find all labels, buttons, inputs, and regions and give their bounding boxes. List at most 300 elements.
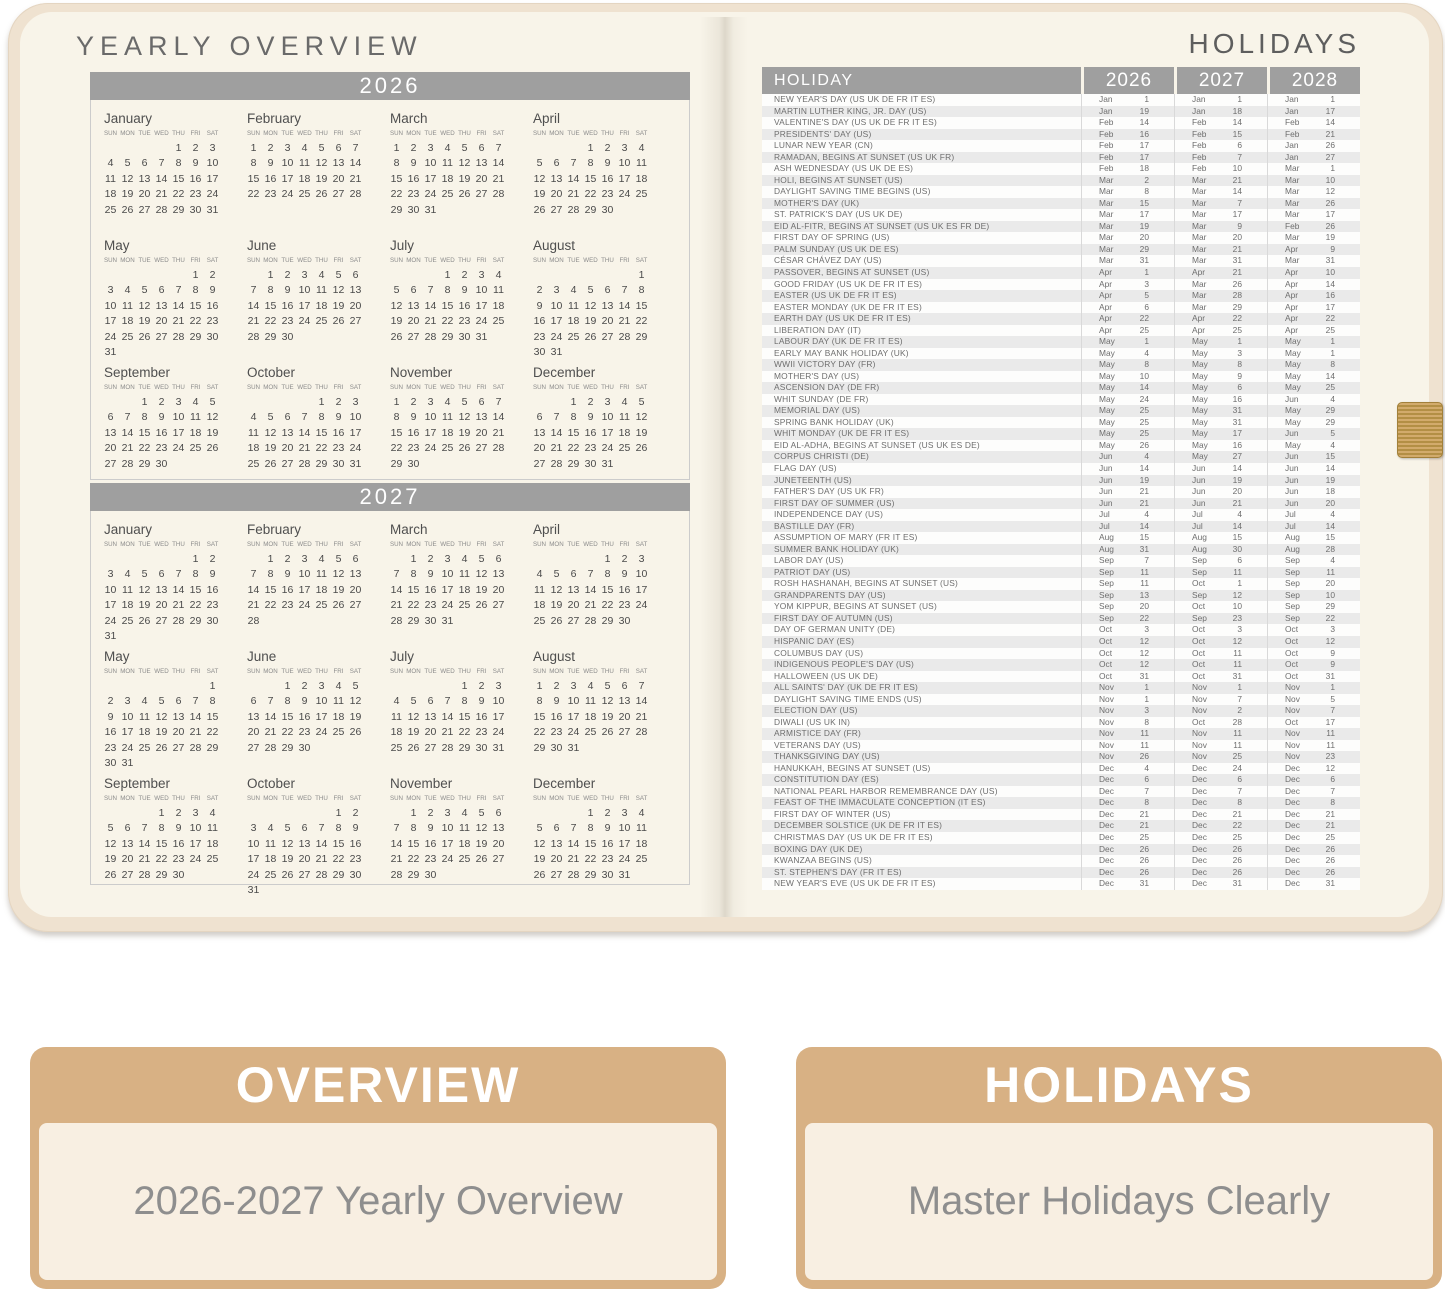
day-empty xyxy=(102,679,119,694)
holiday-row xyxy=(762,394,1360,406)
date-day: 12 xyxy=(1325,635,1335,646)
holiday-date-cell xyxy=(1081,325,1174,337)
holiday-name: ASH WEDNESDAY (US UK DE ES) xyxy=(774,163,914,174)
day-number: 4 xyxy=(335,680,342,692)
day-number: 28 xyxy=(349,188,362,201)
weekday-header xyxy=(245,668,367,677)
holiday-date-cell xyxy=(1081,152,1174,164)
day-empty xyxy=(531,552,548,567)
day-number: 1 xyxy=(461,680,468,692)
day-number: 8 xyxy=(141,411,148,424)
date-day: 11 xyxy=(1233,728,1242,739)
day-number: 26 xyxy=(138,614,151,627)
month-name: August xyxy=(533,238,576,253)
day-number: 6 xyxy=(478,396,485,408)
day-number: 26 xyxy=(349,726,362,739)
holiday-name: ALL SAINTS' DAY (UK DE FR IT ES) xyxy=(774,682,919,693)
day-number: 22 xyxy=(390,442,403,455)
day-number: 6 xyxy=(284,411,291,424)
day-number: 23 xyxy=(332,442,345,455)
day-number: 15 xyxy=(189,583,202,596)
day-number: 26 xyxy=(533,868,546,881)
holiday-row xyxy=(762,544,1360,556)
day-empty xyxy=(119,679,136,694)
day-number: 24 xyxy=(189,853,202,866)
date-month: Feb xyxy=(1099,140,1114,151)
date-month: Jun xyxy=(1285,497,1299,508)
date-month: Sep xyxy=(1192,589,1207,600)
date-day: 4 xyxy=(1144,451,1149,462)
holiday-row xyxy=(762,521,1360,533)
day-number: 29 xyxy=(601,614,614,627)
day-number: 24 xyxy=(315,726,328,739)
weekday-label: MON xyxy=(120,257,135,264)
day-number: 27 xyxy=(533,457,546,470)
day-number: 21 xyxy=(567,188,580,201)
month-name: October xyxy=(247,776,296,791)
weekday-label: SUN xyxy=(389,384,404,391)
day-number: 6 xyxy=(124,822,131,835)
holiday-date-cell xyxy=(1081,117,1174,129)
day-number: 19 xyxy=(390,315,403,328)
day-number: 14 xyxy=(247,583,260,596)
day-number: 30 xyxy=(475,741,488,754)
day-number: 23 xyxy=(407,442,420,455)
date-month: May xyxy=(1285,405,1301,416)
month-calendar xyxy=(388,238,510,365)
day-number: 10 xyxy=(315,695,328,708)
date-day: 26 xyxy=(1232,866,1242,877)
day-number: 10 xyxy=(567,695,580,708)
day-number: 13 xyxy=(407,299,420,312)
day-number: 29 xyxy=(407,868,420,881)
holiday-date-cell xyxy=(1267,348,1360,360)
day-number: 19 xyxy=(104,853,117,866)
day-number: 14 xyxy=(424,299,437,312)
holiday-date-cell xyxy=(1174,152,1267,164)
date-day: 11 xyxy=(1233,647,1242,658)
date-day: 25 xyxy=(1325,324,1335,335)
date-day: 14 xyxy=(1325,370,1335,381)
day-empty xyxy=(153,552,170,567)
day-number: 20 xyxy=(298,853,311,866)
date-month: Sep xyxy=(1099,589,1114,600)
day-number: 29 xyxy=(155,868,168,881)
day-number: 20 xyxy=(424,726,437,739)
day-number: 7 xyxy=(141,822,148,835)
weekday-label: FRI xyxy=(333,795,344,802)
day-number: 12 xyxy=(332,284,345,297)
weekday-header xyxy=(102,257,224,266)
day-number: 18 xyxy=(441,426,454,439)
day-number: 4 xyxy=(638,807,645,819)
day-number: 8 xyxy=(587,822,594,835)
day-number: 31 xyxy=(104,345,117,358)
year-column-header-2027: 2027 xyxy=(1174,67,1267,94)
day-number: 6 xyxy=(352,553,359,565)
day-number: 24 xyxy=(349,442,362,455)
date-month: May xyxy=(1192,393,1208,404)
holiday-date-cell xyxy=(1081,440,1174,452)
holiday-date-cell xyxy=(1174,359,1267,371)
date-day: 10 xyxy=(1325,266,1335,277)
holiday-row xyxy=(762,451,1360,463)
date-day: 14 xyxy=(1232,463,1242,473)
holiday-date-cell xyxy=(1174,405,1267,417)
weekday-label: SAT xyxy=(635,541,648,548)
holiday-row xyxy=(762,855,1360,867)
date-month: Mar xyxy=(1285,197,1300,208)
holiday-date-cell xyxy=(1174,659,1267,671)
day-number: 4 xyxy=(461,807,468,819)
day-number: 21 xyxy=(264,726,277,739)
weekday-header xyxy=(531,541,653,550)
date-month: Oct xyxy=(1192,670,1206,681)
date-day: 25 xyxy=(1139,428,1149,439)
date-day: 21 xyxy=(1325,808,1335,819)
month-name: June xyxy=(247,238,277,253)
day-number: 12 xyxy=(475,822,488,835)
day-number: 15 xyxy=(458,710,471,723)
day-number: 18 xyxy=(635,837,648,850)
day-number: 11 xyxy=(105,172,116,185)
day-empty xyxy=(245,268,262,283)
day-number: 10 xyxy=(349,411,362,424)
day-number: 7 xyxy=(495,142,502,154)
day-number: 1 xyxy=(158,807,165,819)
day-number: 20 xyxy=(550,853,563,866)
day-number: 22 xyxy=(441,315,454,328)
holiday-date-cell xyxy=(1081,186,1174,198)
day-number: 19 xyxy=(138,599,151,612)
day-grid xyxy=(102,679,224,771)
date-month: Dec xyxy=(1192,832,1207,842)
weekday-label: WED xyxy=(583,795,598,802)
holiday-date-cell xyxy=(1267,359,1360,371)
day-empty xyxy=(599,268,616,283)
weekday-label: WED xyxy=(440,384,455,391)
day-number: 5 xyxy=(335,269,342,281)
date-month: Dec xyxy=(1192,820,1207,831)
day-number: 20 xyxy=(155,599,168,612)
date-day: 31 xyxy=(1325,878,1335,889)
date-month: Jun xyxy=(1285,463,1299,473)
day-number: 17 xyxy=(298,583,311,596)
day-number: 11 xyxy=(391,710,402,723)
date-month: Aug xyxy=(1192,532,1207,543)
date-day: 28 xyxy=(1232,716,1242,727)
day-number: 28 xyxy=(441,741,454,754)
day-number: 17 xyxy=(315,710,328,723)
date-month: Mar xyxy=(1192,232,1207,243)
day-number: 21 xyxy=(618,315,631,328)
day-number: 21 xyxy=(189,726,202,739)
day-number: 19 xyxy=(458,172,471,185)
date-month: Mar xyxy=(1192,278,1207,289)
weekday-label: FRI xyxy=(619,257,630,264)
day-number: 18 xyxy=(206,837,219,850)
day-number: 14 xyxy=(492,411,505,424)
weekday-label: WED xyxy=(583,257,598,264)
day-number: 7 xyxy=(393,822,400,835)
date-day: 8 xyxy=(1237,797,1242,808)
day-number: 1 xyxy=(536,680,543,692)
day-number: 17 xyxy=(104,599,117,612)
weekday-label: SUN xyxy=(246,541,261,548)
date-day: 31 xyxy=(1232,405,1242,416)
weekday-label: THU xyxy=(315,795,328,802)
holiday-date-cell xyxy=(1081,451,1174,463)
holiday-date-cell xyxy=(1081,106,1174,118)
weekday-label: FRI xyxy=(333,541,344,548)
day-number: 24 xyxy=(298,599,311,612)
weekday-label: FRI xyxy=(333,130,344,137)
day-number: 22 xyxy=(155,853,168,866)
day-number: 11 xyxy=(265,837,276,850)
day-number: 27 xyxy=(424,741,437,754)
weekday-label: TUE xyxy=(138,130,151,137)
holiday-date-cell xyxy=(1174,797,1267,809)
date-day: 19 xyxy=(1325,474,1335,485)
day-number: 6 xyxy=(495,807,502,819)
day-number: 11 xyxy=(139,710,150,723)
holiday-date-cell xyxy=(1174,613,1267,625)
day-empty xyxy=(548,268,565,283)
holiday-name: ASSUMPTION OF MARY (FR IT ES) xyxy=(774,532,918,543)
day-number: 2 xyxy=(536,284,543,297)
day-number: 18 xyxy=(635,172,648,185)
holiday-row xyxy=(762,428,1360,440)
holiday-date-cell xyxy=(1174,221,1267,233)
day-number: 3 xyxy=(301,553,308,565)
date-month: Dec xyxy=(1192,855,1207,866)
day-number: 20 xyxy=(172,726,185,739)
date-day: 26 xyxy=(1232,855,1242,866)
weekday-label: FRI xyxy=(476,130,487,137)
day-empty xyxy=(279,395,296,410)
holiday-date-cell xyxy=(1267,440,1360,452)
day-number: 19 xyxy=(601,710,614,723)
day-number: 15 xyxy=(155,837,168,850)
day-number: 28 xyxy=(189,741,202,754)
holiday-date-cell xyxy=(1267,451,1360,463)
day-number: 1 xyxy=(250,142,257,154)
date-day: 29 xyxy=(1139,243,1149,254)
holiday-date-cell xyxy=(1174,255,1267,267)
day-number: 1 xyxy=(192,269,199,281)
month-calendar xyxy=(102,365,224,492)
date-month: May xyxy=(1285,347,1301,358)
day-number: 15 xyxy=(264,583,277,596)
weekday-label: TUE xyxy=(138,795,151,802)
holiday-date-cell xyxy=(1174,140,1267,152)
date-month: May xyxy=(1285,336,1301,347)
holiday-name: EARTH DAY (US UK DE FR IT ES) xyxy=(774,313,911,324)
weekday-header xyxy=(388,130,510,139)
day-number: 24 xyxy=(298,315,311,328)
date-day: 17 xyxy=(1232,428,1242,439)
day-number: 24 xyxy=(206,188,219,201)
day-number: 21 xyxy=(121,442,134,455)
date-day: 25 xyxy=(1325,832,1335,842)
day-number: 19 xyxy=(584,315,597,328)
holiday-date-cell xyxy=(1267,844,1360,856)
date-day: 19 xyxy=(1139,220,1149,231)
holiday-date-cell xyxy=(1081,717,1174,729)
day-number: 11 xyxy=(459,568,470,581)
day-number: 2 xyxy=(107,695,114,708)
day-number: 2 xyxy=(284,553,291,565)
day-empty xyxy=(531,141,548,156)
day-number: 16 xyxy=(424,583,437,596)
date-day: 6 xyxy=(1144,301,1149,312)
day-number: 16 xyxy=(172,837,185,850)
date-day: 7 xyxy=(1237,693,1242,704)
day-number: 23 xyxy=(298,726,311,739)
weekday-label: SAT xyxy=(206,795,219,802)
holiday-row xyxy=(762,475,1360,487)
day-number: 2 xyxy=(427,553,434,565)
day-number: 5 xyxy=(335,553,342,565)
holiday-name: PRESIDENTS' DAY (US) xyxy=(774,128,872,139)
weekday-label: WED xyxy=(583,384,598,391)
date-day: 10 xyxy=(1232,163,1242,174)
month-name: July xyxy=(390,238,415,253)
day-number: 16 xyxy=(407,172,420,185)
day-number: 15 xyxy=(281,710,294,723)
day-number: 31 xyxy=(618,868,631,881)
date-month: Mar xyxy=(1285,186,1300,197)
day-number: 2 xyxy=(175,807,182,819)
date-month: Nov xyxy=(1099,716,1114,727)
date-day: 9 xyxy=(1237,370,1242,381)
weekday-header xyxy=(531,795,653,804)
holiday-row xyxy=(762,786,1360,798)
holiday-name: VETERANS DAY (US) xyxy=(774,739,861,750)
weekday-label: WED xyxy=(154,668,169,675)
day-number: 3 xyxy=(427,142,434,154)
holiday-name: FEAST OF THE IMMACULATE CONCEPTION (IT ES) xyxy=(774,797,986,808)
day-number: 25 xyxy=(332,726,345,739)
day-number: 19 xyxy=(550,599,563,612)
holiday-date-cell xyxy=(1174,325,1267,337)
date-day: 15 xyxy=(1139,532,1149,543)
weekday-label: WED xyxy=(583,130,598,137)
day-number: 22 xyxy=(264,315,277,328)
day-number: 21 xyxy=(315,853,328,866)
year-column-header-2026: 2026 xyxy=(1081,67,1174,94)
day-number: 10 xyxy=(492,695,505,708)
day-empty xyxy=(548,141,565,156)
day-number: 24 xyxy=(550,330,563,343)
day-number: 12 xyxy=(332,568,345,581)
holiday-date-cell xyxy=(1267,521,1360,533)
date-month: Jan xyxy=(1099,94,1113,104)
day-number: 28 xyxy=(172,614,185,627)
weekday-label: WED xyxy=(297,130,312,137)
holiday-row xyxy=(762,601,1360,613)
holiday-row xyxy=(762,255,1360,267)
day-number: 14 xyxy=(567,837,580,850)
weekday-label: MON xyxy=(549,795,564,802)
day-number: 12 xyxy=(584,299,597,312)
day-number: 6 xyxy=(175,695,182,708)
day-number: 30 xyxy=(349,868,362,881)
holiday-name: HISPANIC DAY (ES) xyxy=(774,635,855,646)
day-number: 18 xyxy=(458,583,471,596)
day-number: 12 xyxy=(458,411,471,424)
date-month: Jun xyxy=(1285,428,1299,439)
date-day: 29 xyxy=(1325,601,1335,612)
holiday-date-cell xyxy=(1267,694,1360,706)
day-number: 17 xyxy=(121,726,134,739)
day-empty xyxy=(388,806,405,821)
day-number: 24 xyxy=(475,315,488,328)
holiday-name: CORPUS CHRISTI (DE) xyxy=(774,451,869,462)
day-empty xyxy=(296,395,313,410)
day-empty xyxy=(119,806,136,821)
day-number: 10 xyxy=(298,284,311,297)
holiday-date-cell xyxy=(1081,820,1174,832)
date-day: 17 xyxy=(1139,151,1149,162)
date-day: 3 xyxy=(1237,624,1242,635)
weekday-label: SAT xyxy=(492,795,505,802)
date-day: 1 xyxy=(1237,682,1242,693)
day-number: 5 xyxy=(461,396,468,408)
holiday-date-cell xyxy=(1174,348,1267,360)
date-month: Apr xyxy=(1285,301,1299,312)
date-day: 1 xyxy=(1330,347,1335,358)
day-number: 30 xyxy=(206,614,219,627)
month-calendar xyxy=(245,522,367,649)
month-calendar xyxy=(245,649,367,776)
day-number: 3 xyxy=(352,396,359,408)
day-number: 22 xyxy=(247,188,260,201)
day-number: 3 xyxy=(301,269,308,281)
date-month: Jul xyxy=(1192,509,1203,520)
day-number: 5 xyxy=(284,822,291,835)
day-grid xyxy=(388,806,510,883)
date-month: Sep xyxy=(1285,601,1300,612)
holiday-date-cell xyxy=(1081,878,1174,890)
day-number: 30 xyxy=(618,614,631,627)
holiday-row xyxy=(762,578,1360,590)
holiday-date-cell xyxy=(1267,601,1360,613)
day-number: 17 xyxy=(298,299,311,312)
day-number: 5 xyxy=(318,142,325,154)
date-day: 14 xyxy=(1139,463,1149,473)
holiday-date-cell xyxy=(1081,613,1174,625)
day-number: 13 xyxy=(475,157,488,170)
day-number: 29 xyxy=(189,330,202,343)
date-day: 21 xyxy=(1232,497,1242,508)
weekday-label: WED xyxy=(440,257,455,264)
day-number: 29 xyxy=(584,203,597,216)
day-number: 25 xyxy=(298,188,311,201)
day-number: 26 xyxy=(601,726,614,739)
date-day: 22 xyxy=(1232,313,1242,324)
day-number: 6 xyxy=(158,568,165,581)
holiday-date-cell xyxy=(1174,601,1267,613)
date-day: 18 xyxy=(1139,163,1149,174)
day-number: 15 xyxy=(584,172,597,185)
day-number: 23 xyxy=(424,599,437,612)
holiday-date-cell xyxy=(1081,221,1174,233)
day-number: 28 xyxy=(492,442,505,455)
holiday-date-cell xyxy=(1174,186,1267,198)
holiday-date-cell xyxy=(1081,705,1174,717)
holiday-date-cell xyxy=(1081,786,1174,798)
